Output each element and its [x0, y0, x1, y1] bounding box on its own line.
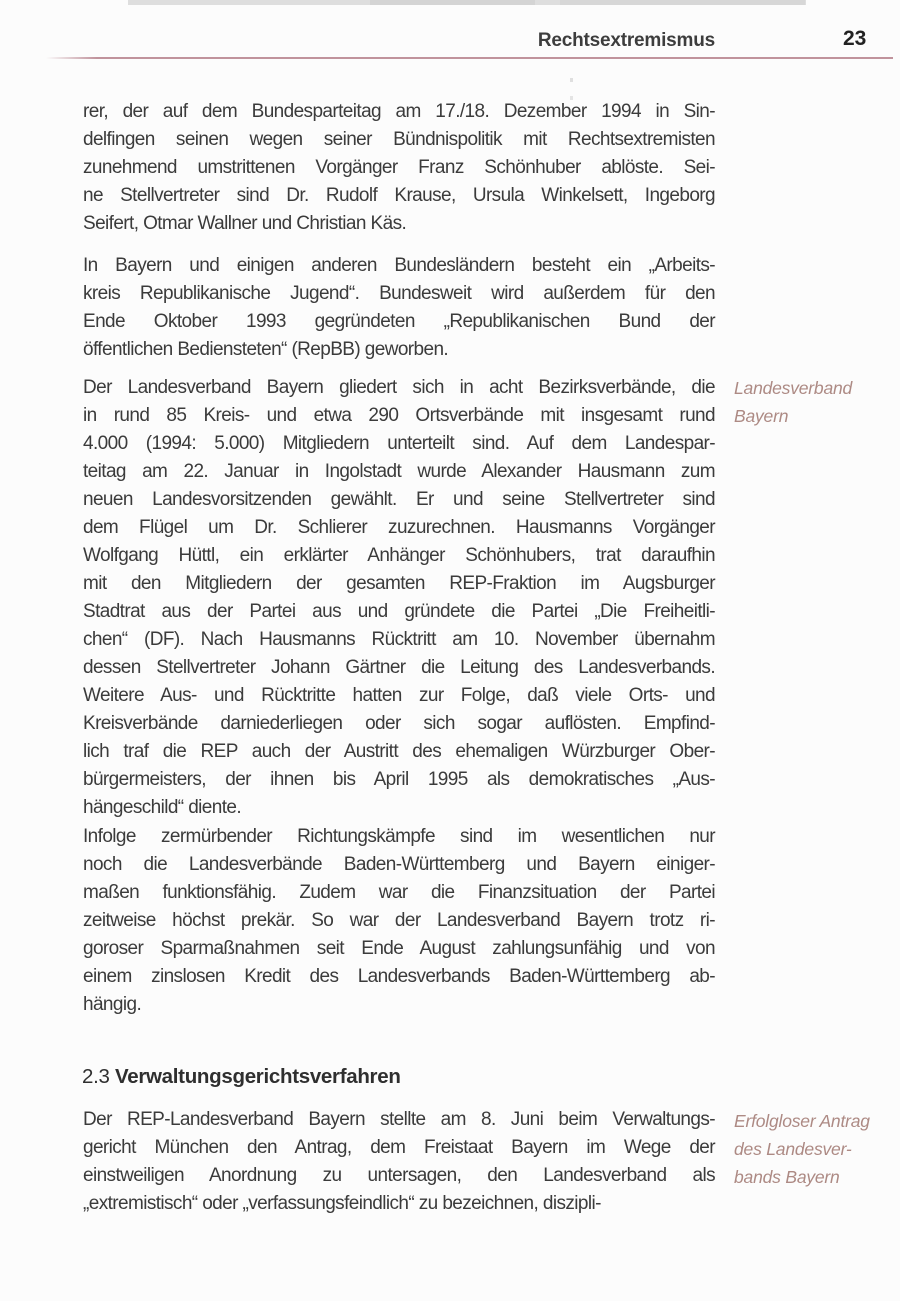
body-paragraph	[83, 98, 715, 238]
text-line: zunehmend umstrittenen Vorgänger Franz Schönhuber ablöste. Sei-	[83, 157, 715, 178]
scan-artifact-speck	[570, 78, 573, 100]
running-header-title: Rechtsextremismus	[537, 30, 715, 51]
text-line: lich traf die REP auch der Austritt des ehemaligen Würzburger Ober-	[83, 741, 715, 762]
margin-note	[734, 374, 894, 430]
text-line: maßen funktionsfähig. Zudem war die Finanzsituation der Partei	[83, 882, 715, 903]
text-line: chen“ (DF). Nach Hausmanns Rücktritt am 10. November übernahm	[83, 629, 715, 650]
text-line: einem zinslosen Kredit des Landesverbands Baden-Württemberg ab-	[83, 966, 715, 987]
text-line: goroser Sparmaßnahmen seit Ende August zahlungsunfähig und von	[83, 938, 715, 959]
text-line: Der Landesverband Bayern gliedert sich in acht Bezirksverbände, die	[83, 377, 715, 398]
body-paragraph	[83, 252, 715, 364]
margin-note-line: Landesverband	[734, 378, 853, 398]
body-paragraph	[83, 1106, 715, 1218]
text-line: Der REP-Landesverband Bayern stellte am 8. Juni beim Verwaltungs-	[83, 1109, 715, 1130]
text-line: bürgermeisters, der ihnen bis April 1995 als demokratisches „Aus-	[83, 769, 715, 790]
body-paragraph	[83, 823, 715, 1019]
text-line: gericht München den Antrag, dem Freistaat Bayern im Wege der	[83, 1137, 715, 1158]
text-line: hängig.	[83, 994, 142, 1015]
margin-note	[734, 1107, 894, 1191]
text-line: dem Flügel um Dr. Schlierer zuzurechnen. Hausmanns Vorgänger	[83, 517, 715, 538]
text-line: 4.000 (1994: 5.000) Mitgliedern unterteilt sind. Auf dem Landespar-	[83, 433, 715, 454]
text-line: teitag am 22. Januar in Ingolstadt wurde Alexander Hausmann zum	[83, 461, 715, 482]
margin-note-line: Bayern	[734, 406, 789, 426]
text-line: Wolfgang Hüttl, ein erklärter Anhänger Schönhubers, trat daraufhin	[83, 545, 715, 566]
text-line: ne Stellvertreter sind Dr. Rudolf Krause, Ursula Winkelsett, Ingeborg	[83, 185, 715, 206]
text-line: neuen Landesvorsitzenden gewählt. Er und seine Stellvertreter sind	[83, 489, 715, 510]
text-line: Kreisverbände darniederliegen oder sich sogar auflösten. Empfind-	[83, 713, 715, 734]
text-line: kreis Republikanische Jugend“. Bundesweit wird außerdem für den	[83, 283, 715, 304]
text-line: hängeschild“ diente.	[83, 797, 242, 818]
header-rule	[46, 57, 893, 59]
text-line: Stadtrat aus der Partei aus und gründete die Partei „Die Freiheitli-	[83, 601, 715, 622]
margin-note-line: Erfolgloser Antrag	[734, 1111, 870, 1131]
text-line: Infolge zermürbender Richtungskämpfe sind im wesentlichen nur	[83, 826, 715, 847]
margin-note-line: des Landesver-	[734, 1139, 852, 1159]
text-line: noch die Landesverbände Baden-Württemberg und Bayern einiger-	[83, 854, 715, 875]
section-heading-number: 2.3	[82, 1065, 110, 1088]
text-line: einstweiligen Anordnung zu untersagen, den Landesverband als	[83, 1165, 715, 1186]
text-line: Seifert, Otmar Wallner und Christian Käs.	[83, 213, 407, 234]
text-line: zeitweise höchst prekär. So war der Landesverband Bayern trotz ri-	[83, 910, 715, 931]
text-line: öffentlichen Bediensteten“ (RepBB) geworben.	[83, 339, 449, 360]
text-line: In Bayern und einigen anderen Bundesländern besteht ein „Arbeits-	[83, 255, 715, 276]
text-line: mit den Mitgliedern der gesamten REP-Fraktion im Augsburger	[83, 573, 715, 594]
page-number: 23	[843, 27, 867, 50]
text-line: in rund 85 Kreis- und etwa 290 Ortsverbände mit insgesamt rund	[83, 405, 715, 426]
text-line: „extremistisch“ oder „verfassungsfeindlich“ zu bezeichnen, diszipli-	[83, 1193, 601, 1214]
text-line: Weitere Aus- und Rücktritte hatten zur Folge, daß viele Orts- und	[83, 685, 715, 706]
scan-artifact-top-band-segment	[370, 0, 535, 5]
section-heading-title: Verwaltungsgerichtsverfahren	[115, 1065, 401, 1088]
text-line: dessen Stellvertreter Johann Gärtner die Leitung des Landesverbands.	[83, 657, 715, 678]
text-line: delfingen seinen wegen seiner Bündnispolitik mit Rechtsextremisten	[83, 129, 715, 150]
text-line: rer, der auf dem Bundesparteitag am 17./18. Dezember 1994 in Sin-	[83, 101, 715, 122]
body-paragraph	[83, 374, 715, 822]
text-line: Ende Oktober 1993 gegründeten „Republikanischen Bund der	[83, 311, 715, 332]
section-heading	[82, 1062, 401, 1092]
margin-note-line: bands Bayern	[734, 1167, 840, 1187]
scan-artifact-top-band-segment	[560, 0, 805, 5]
